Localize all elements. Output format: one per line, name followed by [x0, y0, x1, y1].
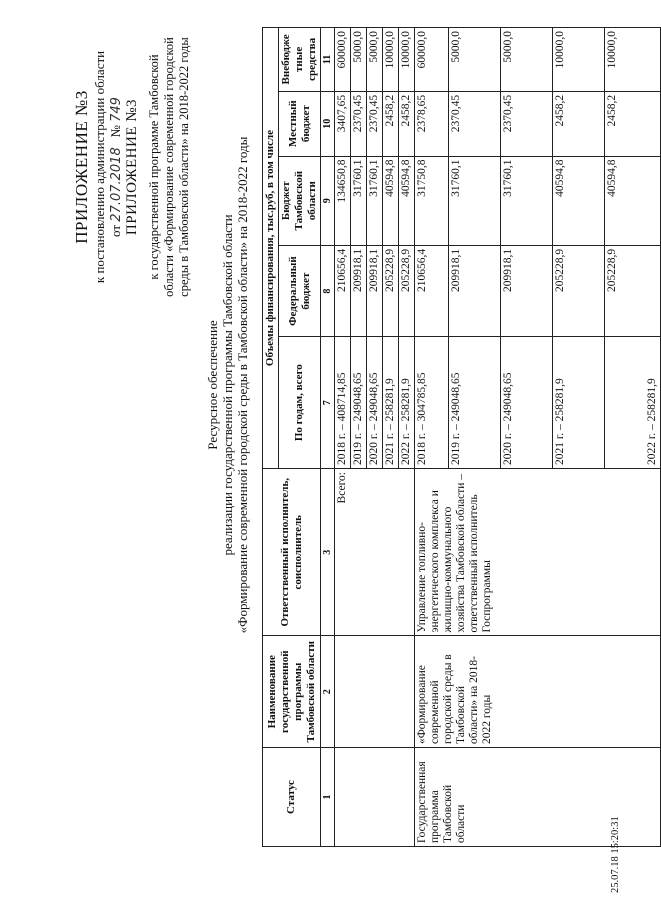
- appendix-header: [72, 17, 192, 317]
- total-name-cell: [335, 636, 415, 748]
- total-regional: 31760,1: [367, 156, 383, 245]
- total-local: 2370,45: [351, 91, 367, 156]
- exec-year: 2020 г. – 249048,65: [501, 337, 553, 469]
- total-status-cell: [335, 748, 415, 847]
- program-line-2: области «Формирование современной городской: [162, 37, 176, 297]
- total-federal: 205228,9: [399, 245, 415, 337]
- col-number: 1: [321, 748, 335, 847]
- total-year: 2020 г. – 249048,65: [367, 337, 383, 469]
- title-line-2: реализации государственной программы Тамбовской области: [220, 214, 235, 556]
- col-number: 3: [321, 469, 335, 636]
- program-line-3: среды в Тамбовской области» на 2018-2022 годы: [177, 37, 191, 297]
- exec-local: 2378,65: [415, 91, 449, 156]
- header-by-year: По годам, всего: [279, 337, 321, 469]
- exec-year: 2018 г. – 304785,85: [415, 337, 449, 469]
- header-extra: Внебюдже тные средства: [279, 28, 321, 92]
- total-local: 2458,2: [383, 91, 399, 156]
- exec-regional: 31760,1: [449, 156, 501, 245]
- col-number: 7: [321, 337, 335, 469]
- header-executor: Ответственный исполнитель, соисполнитель: [263, 469, 321, 636]
- exec-regional: 31750,8: [415, 156, 449, 245]
- exec-regional: 31760,1: [501, 156, 553, 245]
- col-number: 8: [321, 245, 335, 337]
- total-extra: 5000,0: [367, 28, 383, 92]
- exec-regional: 40594,8: [553, 156, 605, 245]
- exec-local: 2370,45: [449, 91, 501, 156]
- exec-extra: 5000,0: [449, 28, 501, 92]
- appendix-title: ПРИЛОЖЕНИЕ №3: [72, 90, 91, 244]
- exec-extra: 10000,0: [553, 28, 605, 92]
- resource-table: [262, 27, 661, 847]
- total-regional: 31760,1: [351, 156, 367, 245]
- exec-year: 2021 г. – 258281,9: [553, 337, 605, 469]
- exec-federal: 205228,9: [605, 245, 661, 337]
- exec-extra: 10000,0: [605, 28, 661, 92]
- total-federal: 209918,1: [351, 245, 367, 337]
- print-timestamp: 25.07.18 15:20:31: [610, 816, 621, 893]
- total-local: 2458,2: [399, 91, 415, 156]
- col-number: 10: [321, 91, 335, 156]
- total-year: 2019 г. – 249048,65: [351, 337, 367, 469]
- col-number: 11: [321, 28, 335, 92]
- handwritten-date: 27.07.2018: [109, 147, 124, 222]
- col-number: 9: [321, 156, 335, 245]
- header-volume: Объемы финансирования, тыс.руб, в том числе: [263, 28, 279, 469]
- total-federal: 205228,9: [383, 245, 399, 337]
- header-status: Статус: [263, 748, 321, 847]
- header-regional: Бюджет Тамбовской области: [279, 156, 321, 245]
- decree-date-line: [108, 17, 124, 317]
- exec-federal: 205228,9: [553, 245, 605, 337]
- title-line-1: Ресурсное обеспечение: [205, 320, 220, 450]
- column-numbers-row: [321, 28, 335, 847]
- total-row: [335, 28, 351, 847]
- exec-year: 2019 г. – 249048,65: [449, 337, 501, 469]
- total-federal: 210656,4: [335, 245, 351, 337]
- handwritten-number: 749: [109, 97, 124, 122]
- total-extra: 10000,0: [399, 28, 415, 92]
- header-row-1: [263, 28, 279, 847]
- exec-regional: 40594,8: [605, 156, 661, 245]
- total-federal: 209918,1: [367, 245, 383, 337]
- total-local: 2370,45: [367, 91, 383, 156]
- header-federal: Федеральный бюджет: [279, 245, 321, 337]
- decree-line: к постановлению администрации области: [92, 50, 107, 284]
- appendix-title-2: ПРИЛОЖЕНИЕ №3: [124, 98, 140, 236]
- program-line-1: к государственной программе Тамбовской: [147, 54, 161, 280]
- total-extra: 10000,0: [383, 28, 399, 92]
- total-label: Всего:: [335, 469, 415, 636]
- total-year: 2018 г. – 408714,85: [335, 337, 351, 469]
- exec-federal: 209918,1: [501, 245, 553, 337]
- program-name: «Формирование современной городской среды в Тамбовской области» на 2018-2022 годы: [415, 636, 661, 748]
- exec-local: 2458,2: [553, 91, 605, 156]
- exec-extra: 60000,0: [415, 28, 449, 92]
- header-program-name: Наименование государственной программы Тамбовской области: [263, 636, 321, 748]
- program-status: Государственная программа Тамбовской области: [415, 748, 661, 847]
- program-row: [415, 28, 449, 847]
- exec-local: 2370,45: [501, 91, 553, 156]
- title-line-3: «Формирование современной городской среды в Тамбовской области» на 2018-2022 годы: [235, 136, 250, 634]
- total-regional: 40594,8: [383, 156, 399, 245]
- col-number: 2: [321, 636, 335, 748]
- exec-local: 2458,2: [605, 91, 661, 156]
- total-year: 2022 г. – 258281,9: [399, 337, 415, 469]
- exec-year: 2022 г. – 258281,9: [605, 337, 661, 469]
- document-title: [205, 125, 250, 645]
- total-extra: 5000,0: [351, 28, 367, 92]
- exec-extra: 5000,0: [501, 28, 553, 92]
- number-label: №: [108, 125, 123, 138]
- total-year: 2021 г. – 258281,9: [383, 337, 399, 469]
- from-label: от: [108, 224, 123, 237]
- total-regional: 40594,8: [399, 156, 415, 245]
- exec-federal: 210656,4: [415, 245, 449, 337]
- total-regional: 134650,8: [335, 156, 351, 245]
- total-extra: 60000,0: [335, 28, 351, 92]
- program-executor: Управление топливно-энергетического комплекса и жилищно-коммунального хозяйства Тамбовской области – ответственный исполнитель Госпрограммы: [415, 469, 661, 636]
- exec-federal: 209918,1: [449, 245, 501, 337]
- header-local: Местный бюджет: [279, 91, 321, 156]
- total-local: 3407,65: [335, 91, 351, 156]
